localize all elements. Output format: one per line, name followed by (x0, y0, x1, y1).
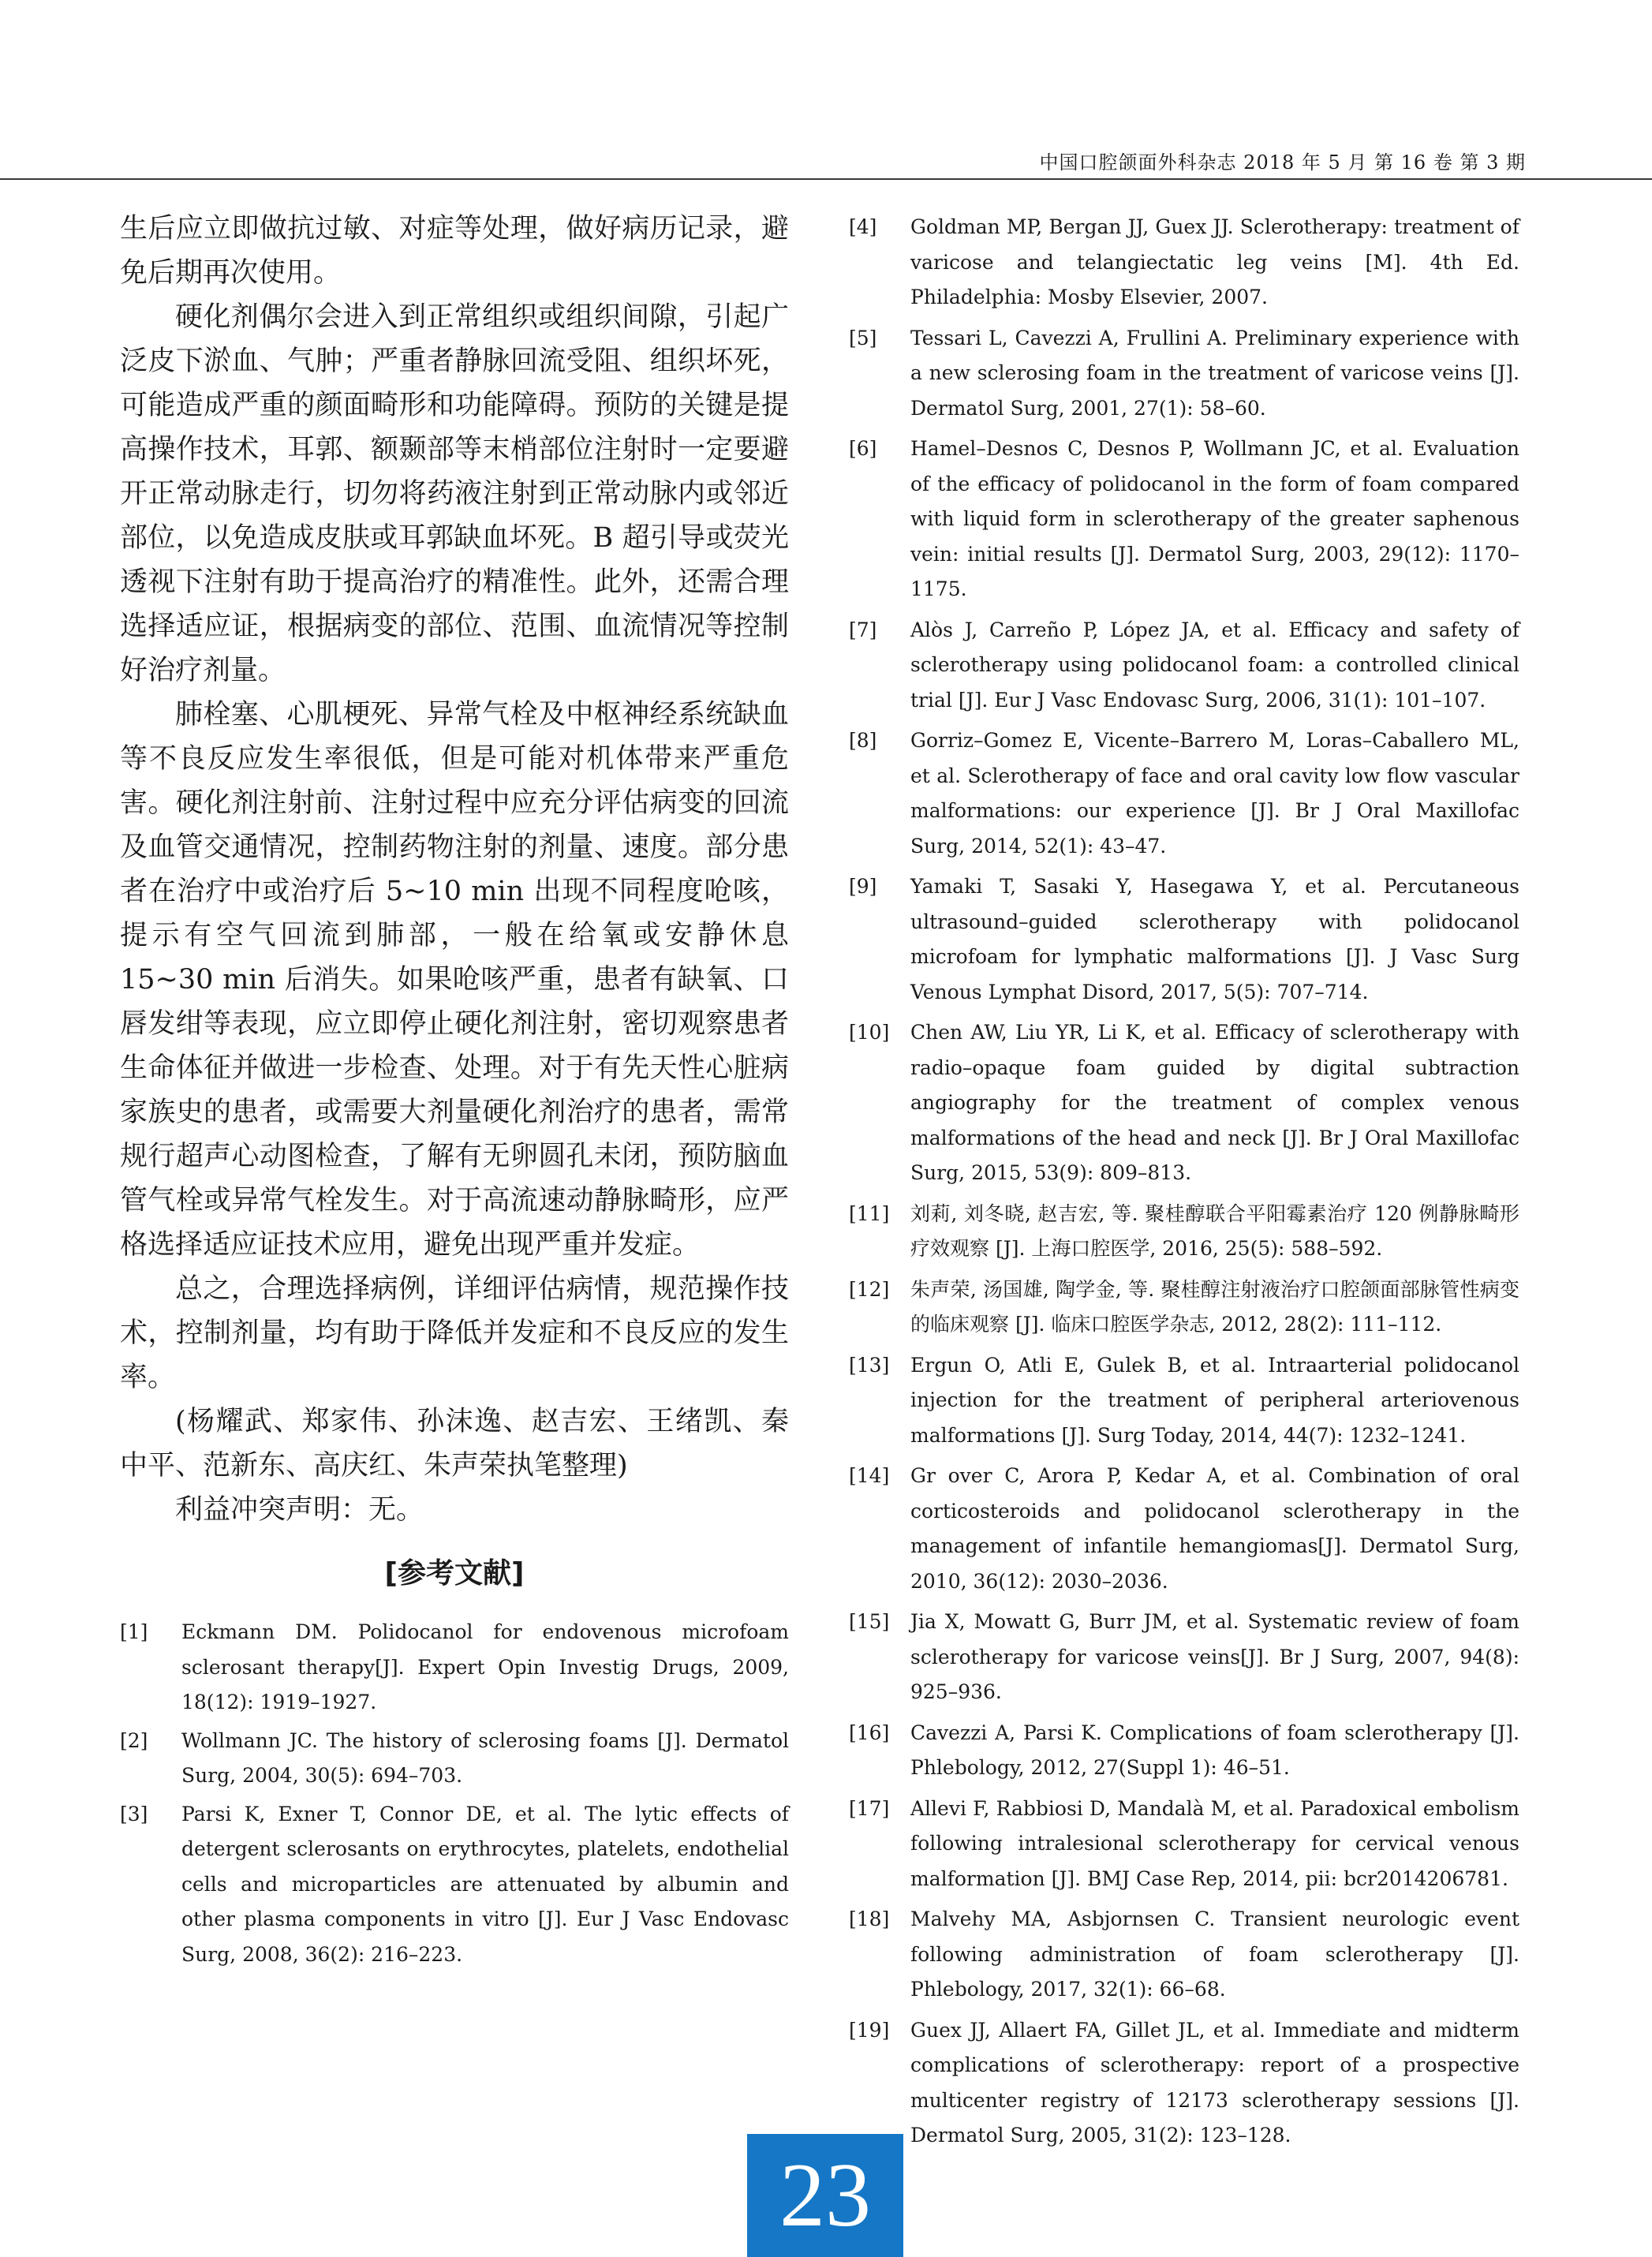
reference-text: Wollmann JC. The history of sclerosing foams [J]. Dermatol Surg, 2004, 30(5): 694–703. (181, 1728, 789, 1787)
reference-text: Gorriz–Gomez E, Vicente–Barrero M, Loras–Caballero ML, et al. Sclerotherapy of face and oral cavity low flow vascular malformations: our experience [J]. Br J Oral Maxillofac Surg, 2014, 52(1): 43–47. (910, 729, 1519, 858)
conflict-statement: 利益冲突声明：无。 (175, 1494, 424, 1526)
running-header (0, 140, 1652, 180)
reference-item (849, 1015, 1519, 1191)
page-number: 23 (779, 2145, 871, 2246)
left-column (120, 207, 789, 1975)
reference-item (849, 613, 1519, 719)
reference-item (849, 1197, 1519, 1267)
reference-item (849, 432, 1519, 607)
reference-number: [5] (849, 326, 877, 349)
reference-number: [7] (849, 618, 877, 641)
reference-item (120, 1724, 789, 1794)
reference-item (849, 321, 1519, 427)
reference-item (849, 1459, 1519, 1599)
reference-item (120, 1797, 789, 1973)
author-note: (杨耀武、郑家伟、孙沫逸、赵吉宏、王绪凯、秦中平、范新东、高庆红、朱声荣执笔整理) (120, 1406, 789, 1482)
reference-item (849, 1792, 1519, 1897)
reference-list-left (120, 1615, 789, 1972)
right-column (849, 210, 1519, 2159)
reference-text: 刘莉, 刘冬晓, 赵吉宏, 等. 聚桂醇联合平阳霉素治疗 120 例静脉畸形疗效观察 [J]. 上海口腔医学, 2016, 25(5): 588–592. (910, 1201, 1519, 1260)
reference-item (849, 1605, 1519, 1710)
reference-item (849, 1272, 1519, 1343)
page-number-box (747, 2134, 903, 2257)
reference-item (849, 1902, 1519, 2008)
reference-item (849, 869, 1519, 1010)
reference-item (849, 723, 1519, 864)
reference-text: Ergun O, Atli E, Gulek B, et al. Intraarterial polidocanol injection for the treatment of peripheral arteriovenous malformations [J]. Surg Today, 2014, 44(7): 1232–1241. (910, 1353, 1519, 1447)
reference-number: [13] (849, 1353, 890, 1377)
reference-number: [2] (120, 1728, 148, 1752)
body-paragraph: 硬化剂偶尔会进入到正常组织或组织间隙，引起广泛皮下淤血、气肿；严重者静脉回流受阻、组织坏死，可能造成严重的颜面畸形和功能障碍。预防的关键是提高操作技术，耳郭、额颞部等末梢部位注射时一定要避开正常动脉走行，切勿将药液注射到正常动脉内或邻近部位，以免造成皮肤或耳郭缺血坏死。B 超引导或荧光透视下注射有助于提高治疗的精准性。此外，还需合理选择适应证，根据病变的部位、范围、血流情况等控制好治疗剂量。 (120, 301, 789, 686)
reference-number: [16] (849, 1721, 890, 1744)
reference-text: Chen AW, Liu YR, Li K, et al. Efficacy of sclerotherapy with radio–opaque foam guided by digital subtraction angiography for the treatment of complex venous malformations of the head and neck [J]. Br J Oral Maxillofac Surg, 2015, 53(9): 809–813. (910, 1021, 1519, 1184)
reference-text: Cavezzi A, Parsi K. Complications of foam sclerotherapy [J]. Phlebology, 2012, 27(Suppl 1): 46–51. (910, 1721, 1519, 1779)
reference-number: [9] (849, 875, 877, 898)
references-heading: [参考文献] (384, 1557, 525, 1590)
body-paragraph: 生后应立即做抗过敏、对症等处理，做好病历记录，避免后期再次使用。 (120, 213, 789, 289)
reference-number: [14] (849, 1464, 890, 1487)
reference-text: Eckmann DM. Polidocanol for endovenous microfoam sclerosant therapy[J]. Expert Opin Investig Drugs, 2009, 18(12): 1919–1927. (181, 1620, 789, 1713)
reference-text: Gr over C, Arora P, Kedar A, et al. Combination of oral corticosteroids and polidocanol sclerotherapy in the management of infantile hemangiomas[J]. Dermatol Surg, 2010, 36(12): 2030–2036. (910, 1464, 1519, 1593)
reference-item (120, 1615, 789, 1721)
reference-text: Jia X, Mowatt G, Burr JM, et al. Systematic review of foam sclerotherapy for varicose veins[J]. Br J Surg, 2007, 94(8): 925–936. (910, 1610, 1519, 1703)
reference-number: [11] (849, 1201, 890, 1225)
reference-number: [3] (120, 1802, 148, 1825)
journal-header: 中国口腔颌面外科杂志 2018 年 5 月 第 16 卷 第 3 期 (1039, 151, 1526, 174)
reference-number: [18] (849, 1908, 890, 1930)
reference-text: Yamaki T, Sasaki Y, Hasegawa Y, et al. Percutaneous ultrasound–guided sclerotherapy with polidocanol microfoam for lymphatic malformations [J]. J Vasc Surg Venous Lymphat Disord, 2017, 5(5): 707–714. (910, 875, 1519, 1003)
body-paragraph: 总之，合理选择病例，详细评估病情，规范操作技术，控制剂量，均有助于降低并发症和不良反应的发生率。 (120, 1273, 789, 1393)
reference-number: [15] (849, 1610, 890, 1633)
reference-number: [10] (849, 1021, 890, 1044)
reference-text: Malvehy MA, Asbjornsen C. Transient neurologic event following administration of foam sclerotherapy [J]. Phlebology, 2017, 32(1): 66–68. (910, 1908, 1519, 2001)
reference-text: Allevi F, Rabbiosi D, Mandalà M, et al. Paradoxical embolism following intralesional sclerotherapy for cervical venous malformation [J]. BMJ Case Rep, 2014, pii: bcr2014206781. (910, 1796, 1519, 1890)
reference-text: 朱声荣, 汤国雄, 陶学金, 等. 聚桂醇注射液治疗口腔颌面部脉管性病变的临床观察 [J]. 临床口腔医学杂志, 2012, 28(2): 111–112. (910, 1277, 1519, 1336)
reference-text: Goldman MP, Bergan JJ, Guex JJ. Sclerotherapy: treatment of varicose and telangiectatic leg veins [M]. 4th Ed. Philadelphia: Mosby Elsevier, 2007. (910, 215, 1519, 308)
reference-number: [1] (120, 1620, 148, 1643)
reference-text: Hamel–Desnos C, Desnos P, Wollmann JC, et al. Evaluation of the efficacy of polidocanol in the form of foam compared with liquid form in sclerotherapy of the greater saphenous vein: initial results [J]. Dermatol Surg, 2003, 29(12): 1170–1175. (910, 437, 1519, 600)
reference-text: Guex JJ, Allaert FA, Gillet JL, et al. Immediate and midterm complications of sclerotherapy: report of a prospective multicenter registry of 12173 sclerotherapy sessions [J]. Dermatol Surg, 2005, 31(2): 123–128. (910, 2018, 1519, 2147)
reference-text: Tessari L, Cavezzi A, Frullini A. Preliminary experience with a new sclerosing foam in the treatment of varicose veins [J]. Dermatol Surg, 2001, 27(1): 58–60. (910, 326, 1519, 420)
reference-item (849, 210, 1519, 316)
reference-item (849, 1716, 1519, 1786)
reference-number: [12] (849, 1277, 890, 1301)
reference-number: [4] (849, 215, 877, 238)
reference-number: [6] (849, 437, 877, 460)
body-paragraph: 肺栓塞、心肌梗死、异常气栓及中枢神经系统缺血等不良反应发生率很低，但是可能对机体带来严重危害。硬化剂注射前、注射过程中应充分评估病变的回流及血管交通情况，控制药物注射的剂量、速度。部分患者在治疗中或治疗后 5~10 min 出现不同程度呛咳，提示有空气回流到肺部，一般在给氧或安静休息 15~30 min 后消失。如果呛咳严重，患者有缺氧、口唇发绀等表现，应立即停止硬化剂注射，密切观察患者生命体征并做进一步检查、处理。对于有先天性心脏病家族史的患者，或需要大剂量硬化剂治疗的患者，需常规行超声心动图检查，了解有无卵圆孔未闭，预防脑血管气栓或异常气栓发生。对于高流速动静脉畸形，应严格选择适应证技术应用，避免出现严重并发症。 (120, 699, 789, 1261)
reference-number: [17] (849, 1796, 890, 1820)
reference-list-right (849, 210, 1519, 2154)
reference-item (849, 1348, 1519, 1454)
reference-number: [19] (849, 2018, 890, 2042)
reference-item (849, 2013, 1519, 2154)
reference-text: Alòs J, Carreño P, López JA, et al. Efficacy and safety of sclerotherapy using polidocanol foam: a controlled clinical trial [J]. Eur J Vasc Endovasc Surg, 2006, 31(1): 101–107. (910, 618, 1519, 712)
reference-text: Parsi K, Exner T, Connor DE, et al. The lytic effects of detergent sclerosants on erythrocytes, platelets, endothelial cells and microparticles are attenuated by albumin and other plasma components in vitro [J]. Eur J Vasc Endovasc Surg, 2008, 36(2): 216–223. (181, 1802, 789, 1966)
reference-number: [8] (849, 729, 877, 752)
